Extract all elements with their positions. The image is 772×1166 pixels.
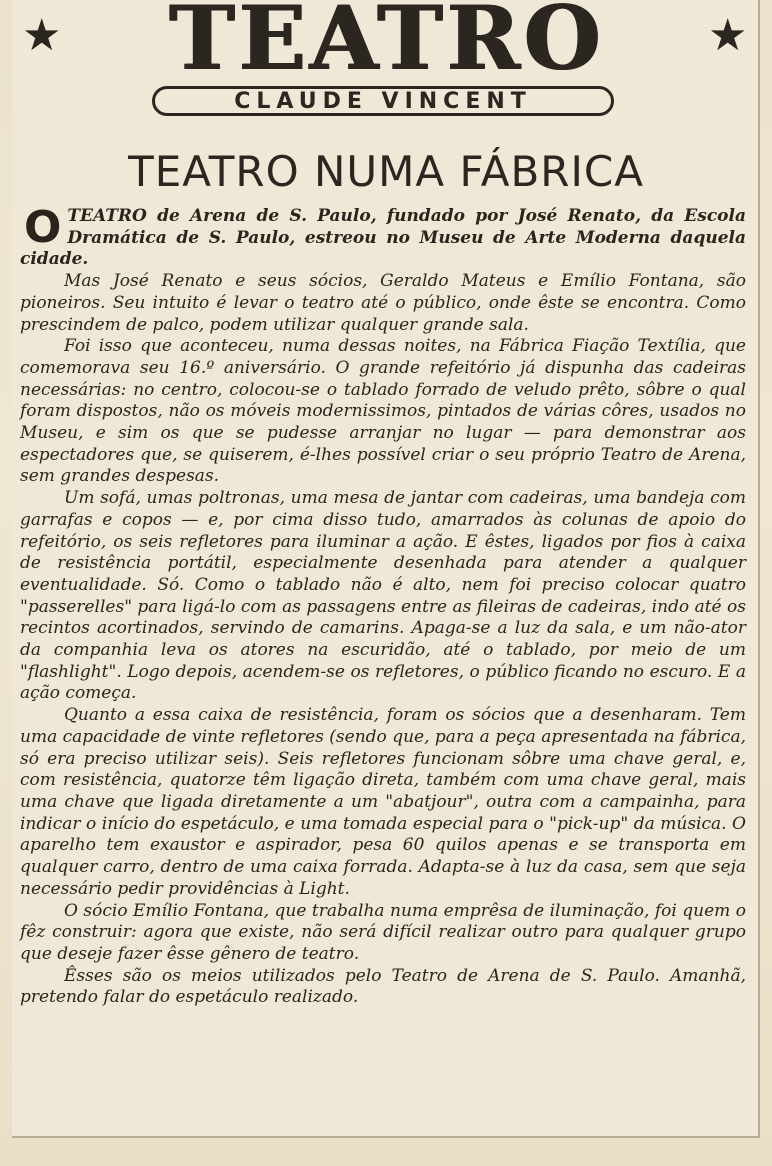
masthead (12, 0, 760, 90)
article-paragraph-lead (20, 202, 746, 271)
article-body (20, 202, 746, 1009)
article-paragraph: Quanto a essa caixa de resistência, foram os sócios que a desenharam. Tem uma capacidade de vinte refletores (sendo que, para a peça apresentada na fábrica, só era preciso utilizar seis). Seis refletores funcionam sôbre uma chave geral, e, com resistência, quatorze têm ligação direta, também com uma chave geral, mais uma chave que ligada diretamente a um "abatjour", outra com a campainha, para indicar o início do espetáculo, e uma tomada especial para o "pick-up" da música. O aparelho tem exaustor e aspirador, pesa 60 quilos apenas e se transporta em qualquer carro, dentro de uma caixa forrada. Adapta-se à luz da casa, sem que seja necessário pedir providências à Light. (20, 705, 746, 899)
star-icon: ★ (22, 10, 62, 61)
article-paragraph: O sócio Emílio Fontana, que trabalha numa emprêsa de iluminação, foi quem o fêz construir: agora que existe, não será difícil realizar outro para qualquer grupo que deseje fazer êsse gênero de teatro. (20, 900, 746, 964)
newspaper-clipping (12, 0, 760, 1138)
article-paragraph: Mas José Renato e seus sócios, Geraldo Mateus e Emílio Fontana, são pioneiros. Seu intuito é levar o teatro até o público, onde êste se encontra. Como prescindem de palco, podem utilizar qualquer grande sala. (20, 271, 746, 335)
article-paragraph: Êsses são os meios utilizados pelo Teatro de Arena de S. Paulo. Amanhã, pretendo falar do espetáculo realizado. (20, 965, 746, 1008)
byline-author: CLAUDE VINCENT (152, 86, 614, 116)
star-icon: ★ (708, 10, 748, 61)
lead-text: TEATRO de Arena de S. Paulo, fundado por José Renato, da Escola Dramática de S. Paulo, estreou no Museu de Arte Moderna daquela cidade. (20, 206, 746, 270)
masthead-title: TEATRO (169, 0, 605, 90)
article-paragraph: Foi isso que aconteceu, numa dessas noites, na Fábrica Fiação Textília, que comemorava seu 16.º aniversário. O grande refeitório já dispunha das cadeiras necessárias: no centro, colocou-se o tablado forrado de veludo prêto, sôbre o qual foram dispostos, não os móveis modernissimos, pintados de várias côres, usados no Museu, e sim os que se pudesse arranjar no lugar — para demonstrar aos espectadores que, se quiserem, é-lhes possível criar o seu próprio Teatro de Arena, sem grandes despesas. (20, 336, 746, 487)
article-paragraph: Um sofá, umas poltronas, uma mesa de jantar com cadeiras, uma bandeja com garrafas e copos — e, por cima disso tudo, amarrados às colunas de apoio do refeitório, os seis refletores para iluminar a ação. E êstes, ligados por fios à caixa de resistência portátil, especialmente desenhada para atender a qualquer eventualidade. Só. Como o tablado não é alto, nem foi preciso colocar quatro "passerelles" para ligá-lo com as passagens entre as fileiras de cadeiras, indo até os recintos acortinados, servindo de camarins. Apaga-se a luz da sala, e um não-ator da companhia leva os atores na escuridão, até o tablado, por meio de um "flashlight". Logo depois, acendem-se os refletores, o público ficando no escuro. E a ação começa. (20, 488, 746, 704)
article-headline: TEATRO NUMA FÁBRICA (128, 147, 644, 196)
drop-cap: O (24, 202, 62, 253)
